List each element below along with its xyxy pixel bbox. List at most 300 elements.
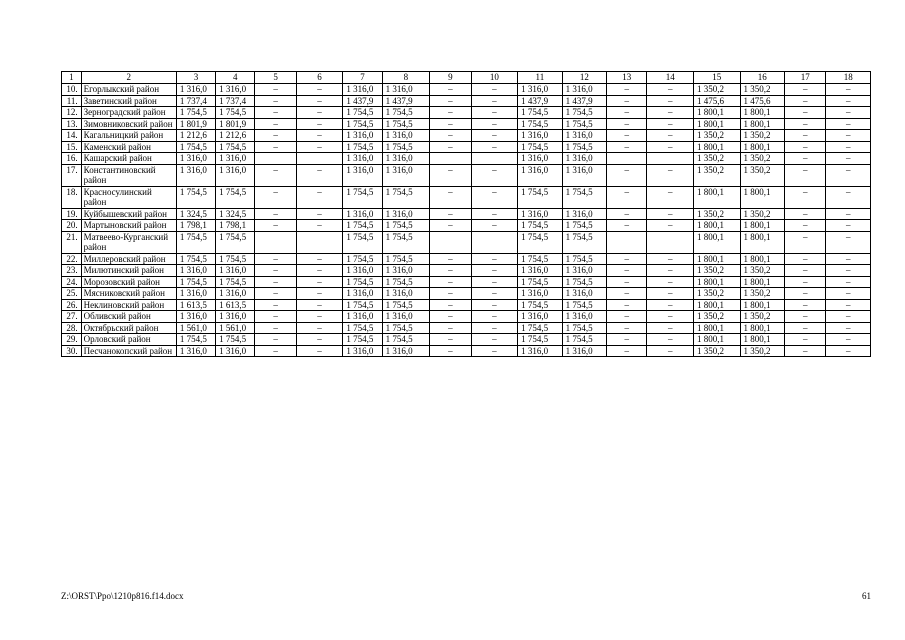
table-row bbox=[62, 141, 871, 153]
table-cell bbox=[296, 153, 343, 165]
table-cell: 1 350,2 bbox=[693, 208, 740, 220]
table-cell: 1 350,2 bbox=[740, 345, 784, 357]
table-row bbox=[62, 220, 871, 232]
row-number: 13. bbox=[62, 118, 82, 130]
table-cell: 1 754,5 bbox=[343, 107, 382, 119]
table-cell: – bbox=[296, 95, 343, 107]
table-cell: 1 754,5 bbox=[216, 231, 255, 253]
table-cell: – bbox=[296, 84, 343, 96]
table-cell: – bbox=[826, 107, 871, 119]
table-cell: 1 350,2 bbox=[740, 288, 784, 300]
table-cell: – bbox=[785, 95, 826, 107]
table-cell: 1 613,5 bbox=[176, 299, 215, 311]
table-cell: – bbox=[296, 118, 343, 130]
footer-page-number: 61 bbox=[862, 591, 871, 601]
table-cell: – bbox=[471, 334, 518, 346]
table-row bbox=[62, 208, 871, 220]
table-cell: 1 316,0 bbox=[216, 311, 255, 323]
table-cell: – bbox=[826, 276, 871, 288]
table-cell: 1 350,2 bbox=[740, 84, 784, 96]
table-cell: – bbox=[471, 208, 518, 220]
table-cell: 1 754,5 bbox=[382, 276, 430, 288]
table-cell: 1 316,0 bbox=[216, 288, 255, 300]
table-cell: 1 801,9 bbox=[176, 118, 215, 130]
table-cell: 1 350,2 bbox=[693, 311, 740, 323]
table-cell: – bbox=[607, 334, 647, 346]
row-number: 14. bbox=[62, 130, 82, 142]
table-row bbox=[62, 118, 871, 130]
district-name: Неклиновский район bbox=[81, 299, 176, 311]
table-cell: – bbox=[785, 288, 826, 300]
table-cell: – bbox=[607, 253, 647, 265]
table-cell: – bbox=[471, 95, 518, 107]
table-cell: – bbox=[255, 84, 296, 96]
table-cell: – bbox=[826, 95, 871, 107]
table-cell: – bbox=[826, 130, 871, 142]
table-cell: – bbox=[647, 164, 694, 186]
table-cell: – bbox=[255, 220, 296, 232]
table-cell: 1 754,5 bbox=[382, 107, 430, 119]
row-number: 16. bbox=[62, 153, 82, 165]
table-cell: 1 754,5 bbox=[176, 276, 215, 288]
table-cell: 1 316,0 bbox=[382, 164, 430, 186]
table-cell: 1 800,1 bbox=[740, 322, 784, 334]
table-cell: 1 800,1 bbox=[740, 186, 784, 208]
table-cell: 1 800,1 bbox=[693, 299, 740, 311]
table-cell: 1 316,0 bbox=[382, 288, 430, 300]
district-name: Кагальницкий район bbox=[81, 130, 176, 142]
row-number: 28. bbox=[62, 322, 82, 334]
table-cell: 1 754,5 bbox=[343, 141, 382, 153]
column-header: 6 bbox=[296, 72, 343, 84]
table-cell: 1 316,0 bbox=[382, 265, 430, 277]
table-cell: – bbox=[296, 220, 343, 232]
column-header: 8 bbox=[382, 72, 430, 84]
table-cell: – bbox=[255, 322, 296, 334]
table-cell: 1 800,1 bbox=[740, 141, 784, 153]
table-cell: – bbox=[647, 186, 694, 208]
table-cell bbox=[296, 231, 343, 253]
row-number: 20. bbox=[62, 220, 82, 232]
table-cell: 1 800,1 bbox=[693, 322, 740, 334]
table-cell: – bbox=[607, 311, 647, 323]
table-cell: 1 316,0 bbox=[216, 84, 255, 96]
column-header: 3 bbox=[176, 72, 215, 84]
table-cell: – bbox=[826, 345, 871, 357]
table-cell: – bbox=[255, 208, 296, 220]
table-cell: – bbox=[826, 141, 871, 153]
table-cell: – bbox=[255, 299, 296, 311]
table-cell: – bbox=[826, 322, 871, 334]
table-row bbox=[62, 265, 871, 277]
table-cell: – bbox=[647, 130, 694, 142]
table-cell: – bbox=[826, 164, 871, 186]
row-number: 11. bbox=[62, 95, 82, 107]
table-cell: 1 316,0 bbox=[562, 265, 606, 277]
row-number: 19. bbox=[62, 208, 82, 220]
district-name: Кашарский район bbox=[81, 153, 176, 165]
column-header: 16 bbox=[740, 72, 784, 84]
table-cell: 1 754,5 bbox=[518, 141, 562, 153]
table-cell: – bbox=[296, 345, 343, 357]
column-header: 9 bbox=[430, 72, 471, 84]
table-cell: 1 324,5 bbox=[216, 208, 255, 220]
table-cell: – bbox=[430, 253, 471, 265]
table-cell: – bbox=[826, 265, 871, 277]
table-cell: – bbox=[826, 231, 871, 253]
table-cell: – bbox=[785, 220, 826, 232]
row-number: 10. bbox=[62, 84, 82, 96]
table-cell: 1 754,5 bbox=[562, 276, 606, 288]
table-cell: – bbox=[296, 130, 343, 142]
table-cell: – bbox=[647, 208, 694, 220]
table-cell bbox=[471, 153, 518, 165]
table-cell: – bbox=[296, 322, 343, 334]
row-number: 17. bbox=[62, 164, 82, 186]
column-header: 17 bbox=[785, 72, 826, 84]
table-cell: – bbox=[607, 276, 647, 288]
table-cell: 1 350,2 bbox=[693, 265, 740, 277]
table-cell: – bbox=[647, 141, 694, 153]
table-cell: 1 800,1 bbox=[693, 118, 740, 130]
table-cell: – bbox=[785, 253, 826, 265]
table-cell: 1 754,5 bbox=[343, 322, 382, 334]
table-cell: – bbox=[430, 95, 471, 107]
table-cell: – bbox=[255, 186, 296, 208]
table-cell: – bbox=[647, 95, 694, 107]
table-cell: 1 316,0 bbox=[562, 153, 606, 165]
table-cell: – bbox=[826, 208, 871, 220]
table-cell bbox=[647, 231, 694, 253]
table-cell: 1 754,5 bbox=[518, 220, 562, 232]
table-cell: 1 737,4 bbox=[176, 95, 215, 107]
table-row bbox=[62, 345, 871, 357]
table-cell: – bbox=[296, 164, 343, 186]
table-cell: – bbox=[607, 288, 647, 300]
table-cell: 1 754,5 bbox=[382, 299, 430, 311]
row-number: 12. bbox=[62, 107, 82, 119]
table-cell: 1 316,0 bbox=[343, 130, 382, 142]
table-row bbox=[62, 322, 871, 334]
table-cell: – bbox=[785, 107, 826, 119]
table-cell: 1 324,5 bbox=[176, 208, 215, 220]
table-cell: – bbox=[296, 186, 343, 208]
table-header-row bbox=[62, 72, 871, 84]
table-cell: – bbox=[785, 186, 826, 208]
table-cell: – bbox=[607, 141, 647, 153]
table-cell: 1 316,0 bbox=[382, 311, 430, 323]
table-cell bbox=[255, 231, 296, 253]
table-cell: 1 754,5 bbox=[382, 231, 430, 253]
table-cell: 1 475,6 bbox=[693, 95, 740, 107]
table-cell: 1 316,0 bbox=[343, 265, 382, 277]
table-cell: – bbox=[826, 288, 871, 300]
table-cell: – bbox=[471, 311, 518, 323]
table-cell: 1 437,9 bbox=[382, 95, 430, 107]
district-name: Матвеево-Курганский район bbox=[81, 231, 176, 253]
row-number: 29. bbox=[62, 334, 82, 346]
table-cell: 1 801,9 bbox=[216, 118, 255, 130]
district-name: Каменский район bbox=[81, 141, 176, 153]
table-cell: 1 754,5 bbox=[382, 334, 430, 346]
table-cell: – bbox=[826, 84, 871, 96]
table-row bbox=[62, 299, 871, 311]
table-cell: – bbox=[785, 345, 826, 357]
table-cell: 1 754,5 bbox=[518, 299, 562, 311]
table-cell: 1 316,0 bbox=[518, 153, 562, 165]
row-number: 30. bbox=[62, 345, 82, 357]
district-name: Егорлыкский район bbox=[81, 84, 176, 96]
table-cell: 1 316,0 bbox=[382, 208, 430, 220]
table-cell: 1 754,5 bbox=[343, 253, 382, 265]
table-cell: – bbox=[607, 107, 647, 119]
table-cell: – bbox=[785, 322, 826, 334]
table-cell: 1 350,2 bbox=[693, 153, 740, 165]
district-name: Песчанокопский район bbox=[81, 345, 176, 357]
table-cell: 1 316,0 bbox=[518, 84, 562, 96]
table-cell: 1 754,5 bbox=[382, 141, 430, 153]
table-cell: – bbox=[647, 334, 694, 346]
table-cell: 1 754,5 bbox=[562, 299, 606, 311]
table-cell: 1 754,5 bbox=[216, 141, 255, 153]
table-cell: – bbox=[647, 299, 694, 311]
table-cell: – bbox=[255, 118, 296, 130]
table-cell: – bbox=[296, 265, 343, 277]
table-cell: – bbox=[430, 311, 471, 323]
table-cell: 1 316,0 bbox=[343, 208, 382, 220]
table-cell: – bbox=[471, 322, 518, 334]
table-cell: – bbox=[647, 265, 694, 277]
table-cell: 1 212,6 bbox=[176, 130, 215, 142]
table-cell: 1 316,0 bbox=[518, 208, 562, 220]
column-header: 5 bbox=[255, 72, 296, 84]
table-cell: – bbox=[255, 95, 296, 107]
table-cell: 1 316,0 bbox=[343, 84, 382, 96]
table-cell: 1 754,5 bbox=[216, 186, 255, 208]
table-cell: – bbox=[430, 299, 471, 311]
table-cell: 1 754,5 bbox=[343, 186, 382, 208]
column-header: 13 bbox=[607, 72, 647, 84]
table-cell: 1 754,5 bbox=[562, 107, 606, 119]
data-table bbox=[61, 71, 871, 357]
table-cell: 1 800,1 bbox=[693, 334, 740, 346]
table-cell: 1 316,0 bbox=[518, 164, 562, 186]
table-cell: 1 316,0 bbox=[518, 288, 562, 300]
table-cell: – bbox=[471, 141, 518, 153]
district-name: Мясниковский район bbox=[81, 288, 176, 300]
table-cell: 1 800,1 bbox=[693, 107, 740, 119]
table-cell: – bbox=[471, 253, 518, 265]
table-cell: 1 754,5 bbox=[176, 253, 215, 265]
table-cell: 1 437,9 bbox=[343, 95, 382, 107]
district-name: Зерноградский район bbox=[81, 107, 176, 119]
table-row bbox=[62, 276, 871, 288]
table-cell: – bbox=[255, 345, 296, 357]
district-name: Морозовский район bbox=[81, 276, 176, 288]
table-cell: – bbox=[785, 334, 826, 346]
table-cell: 1 350,2 bbox=[740, 265, 784, 277]
table-cell: 1 754,5 bbox=[562, 253, 606, 265]
table-cell: 1 754,5 bbox=[562, 141, 606, 153]
table-cell: – bbox=[471, 118, 518, 130]
column-header: 14 bbox=[647, 72, 694, 84]
table-cell: 1 800,1 bbox=[693, 276, 740, 288]
table-cell: – bbox=[471, 130, 518, 142]
table-cell: 1 475,6 bbox=[740, 95, 784, 107]
table-cell: – bbox=[471, 288, 518, 300]
table-cell: – bbox=[607, 130, 647, 142]
table-cell: 1 800,1 bbox=[740, 276, 784, 288]
table-cell: 1 316,0 bbox=[176, 164, 215, 186]
table-cell: 1 754,5 bbox=[343, 276, 382, 288]
table-cell: – bbox=[607, 95, 647, 107]
table-row bbox=[62, 107, 871, 119]
table-cell: 1 754,5 bbox=[518, 276, 562, 288]
table-cell: – bbox=[430, 84, 471, 96]
table-cell: – bbox=[607, 220, 647, 232]
table-cell: 1 754,5 bbox=[562, 231, 606, 253]
table-cell: 1 437,9 bbox=[562, 95, 606, 107]
table-cell: 1 316,0 bbox=[343, 288, 382, 300]
table-cell: 1 316,0 bbox=[382, 130, 430, 142]
table-cell: – bbox=[430, 164, 471, 186]
table-cell: – bbox=[785, 276, 826, 288]
table-cell: 1 754,5 bbox=[343, 231, 382, 253]
table-cell: 1 800,1 bbox=[693, 253, 740, 265]
table-cell: – bbox=[255, 130, 296, 142]
table-cell: 1 754,5 bbox=[562, 186, 606, 208]
district-name: Октябрьский район bbox=[81, 322, 176, 334]
table-cell: – bbox=[471, 220, 518, 232]
table-cell: 1 800,1 bbox=[740, 220, 784, 232]
table-cell: – bbox=[471, 84, 518, 96]
table-cell: – bbox=[607, 322, 647, 334]
table-cell: 1 316,0 bbox=[518, 130, 562, 142]
district-name: Обливский район bbox=[81, 311, 176, 323]
table-body bbox=[62, 72, 871, 357]
district-name: Заветинский район bbox=[81, 95, 176, 107]
table-cell: – bbox=[607, 118, 647, 130]
table-cell: 1 316,0 bbox=[382, 345, 430, 357]
table-cell: 1 800,1 bbox=[740, 118, 784, 130]
table-cell: – bbox=[826, 186, 871, 208]
table-cell: 1 316,0 bbox=[562, 84, 606, 96]
table-cell: 1 754,5 bbox=[176, 141, 215, 153]
table-cell: – bbox=[647, 84, 694, 96]
table-cell: – bbox=[296, 141, 343, 153]
table-cell: 1 316,0 bbox=[176, 288, 215, 300]
row-number: 18. bbox=[62, 186, 82, 208]
table-cell: – bbox=[255, 253, 296, 265]
district-name: Милютинский район bbox=[81, 265, 176, 277]
table-cell: – bbox=[647, 253, 694, 265]
table-cell: – bbox=[647, 118, 694, 130]
table-cell: 1 754,5 bbox=[382, 253, 430, 265]
table-cell: – bbox=[430, 334, 471, 346]
table-cell: – bbox=[255, 107, 296, 119]
table-cell: 1 316,0 bbox=[518, 345, 562, 357]
table-cell bbox=[255, 153, 296, 165]
table-cell: – bbox=[471, 276, 518, 288]
table-cell: 1 350,2 bbox=[740, 153, 784, 165]
table-cell: – bbox=[255, 276, 296, 288]
table-cell: – bbox=[785, 118, 826, 130]
table-cell: 1 754,5 bbox=[562, 334, 606, 346]
table-cell: 1 316,0 bbox=[562, 311, 606, 323]
table-cell: 1 316,0 bbox=[343, 164, 382, 186]
table-cell: – bbox=[785, 311, 826, 323]
table-cell: 1 316,0 bbox=[176, 311, 215, 323]
table-cell: 1 754,5 bbox=[518, 118, 562, 130]
table-cell: 1 754,5 bbox=[176, 186, 215, 208]
column-header: 15 bbox=[693, 72, 740, 84]
table-cell: 1 316,0 bbox=[562, 288, 606, 300]
column-header: 2 bbox=[81, 72, 176, 84]
table-cell: 1 350,2 bbox=[740, 130, 784, 142]
table-cell: – bbox=[826, 334, 871, 346]
table-cell: 1 800,1 bbox=[740, 334, 784, 346]
table-cell: – bbox=[785, 265, 826, 277]
table-cell: 1 754,5 bbox=[216, 253, 255, 265]
table-cell: – bbox=[296, 276, 343, 288]
table-cell: – bbox=[430, 220, 471, 232]
table-cell: – bbox=[607, 164, 647, 186]
table-cell: – bbox=[785, 141, 826, 153]
row-number: 22. bbox=[62, 253, 82, 265]
table-cell: 1 800,1 bbox=[740, 299, 784, 311]
district-name: Куйбышевский район bbox=[81, 208, 176, 220]
table-cell: – bbox=[607, 84, 647, 96]
table-cell: 1 212,6 bbox=[216, 130, 255, 142]
table-cell: 1 754,5 bbox=[343, 118, 382, 130]
column-header: 1 bbox=[62, 72, 82, 84]
table-cell: – bbox=[607, 345, 647, 357]
table-cell bbox=[430, 231, 471, 253]
table-cell: – bbox=[471, 186, 518, 208]
table-cell: – bbox=[826, 299, 871, 311]
table-cell: 1 754,5 bbox=[176, 231, 215, 253]
table-row bbox=[62, 153, 871, 165]
column-header: 12 bbox=[562, 72, 606, 84]
table-cell: 1 350,2 bbox=[693, 288, 740, 300]
table-cell: – bbox=[255, 334, 296, 346]
table-cell: – bbox=[785, 208, 826, 220]
footer-file-path: Z:\ORST\Ppo\1210p816.f14.docx bbox=[61, 591, 184, 601]
table-cell: 1 316,0 bbox=[216, 153, 255, 165]
table-cell: – bbox=[471, 164, 518, 186]
table-cell: 1 800,1 bbox=[693, 186, 740, 208]
table-cell: 1 754,5 bbox=[562, 220, 606, 232]
table-cell: 1 798,1 bbox=[176, 220, 215, 232]
column-header: 11 bbox=[518, 72, 562, 84]
table-cell: 1 350,2 bbox=[693, 130, 740, 142]
table-cell: – bbox=[430, 322, 471, 334]
table-cell: 1 754,5 bbox=[518, 253, 562, 265]
table-row bbox=[62, 186, 871, 208]
table-cell: 1 754,5 bbox=[176, 107, 215, 119]
table-cell: 1 350,2 bbox=[740, 208, 784, 220]
table-cell: 1 316,0 bbox=[562, 130, 606, 142]
table-row bbox=[62, 84, 871, 96]
table-cell: 1 316,0 bbox=[216, 345, 255, 357]
table-cell: – bbox=[785, 153, 826, 165]
table-cell: – bbox=[430, 107, 471, 119]
table-cell: 1 800,1 bbox=[693, 231, 740, 253]
table-cell: 1 754,5 bbox=[382, 322, 430, 334]
table-cell: 1 754,5 bbox=[216, 276, 255, 288]
district-name: Константиновский район bbox=[81, 164, 176, 186]
table-cell: – bbox=[647, 322, 694, 334]
